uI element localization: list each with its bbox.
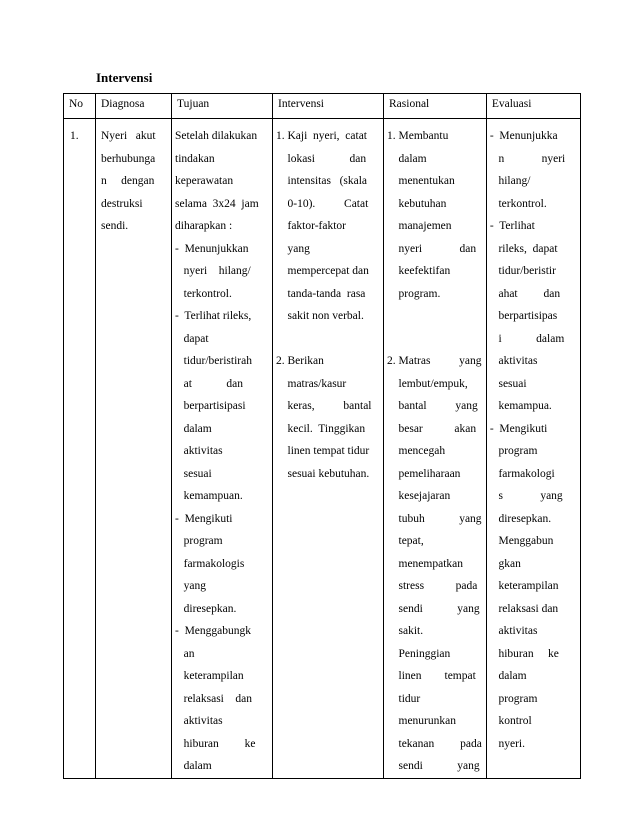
cell-line: tepat, <box>387 535 424 547</box>
cell-line: hilang/ <box>489 175 531 187</box>
cell-line: aktivitas <box>489 355 538 367</box>
cell-line: besar akan <box>387 422 477 435</box>
cell-line: rileks, dapat <box>489 242 558 255</box>
cell-line: at dan <box>175 377 244 390</box>
cell-line: ahat dan <box>489 287 561 300</box>
cell-line: relaksasi dan <box>175 692 252 705</box>
cell-line: kecil. Tinggikan <box>276 422 366 435</box>
cell-line: n dengan <box>101 175 155 187</box>
header-intervensi: Intervensi <box>273 94 384 119</box>
cell-line: i dalam <box>489 332 565 345</box>
cell-line: program <box>489 692 538 705</box>
cell-line: manajemen <box>387 220 452 232</box>
cell-line: program. <box>387 287 441 300</box>
cell-line: mempercepat dan <box>276 265 369 277</box>
cell-line: keperawatan <box>175 175 234 187</box>
cell-line: - Terlihat <box>489 220 535 232</box>
cell-line: farmakologi <box>489 467 555 480</box>
cell-line: tekanan pada <box>387 737 482 750</box>
cell-line: 2. Berikan <box>276 355 324 367</box>
section-title: Intervensi <box>96 70 153 85</box>
cell-line: faktor-faktor <box>276 220 347 232</box>
cell-line: diharapkan : <box>175 220 233 232</box>
cell-line: program <box>489 445 538 457</box>
cell-line: - Mengikuti <box>489 422 548 435</box>
cell-line: menurunkan <box>387 715 456 727</box>
cell-line: tidur/beristir <box>489 265 556 277</box>
intervention-table <box>63 93 581 779</box>
header-evaluasi: Evaluasi <box>486 94 580 119</box>
cell-evaluasi <box>486 119 580 779</box>
cell-line: tidur <box>387 692 421 705</box>
cell-line: kemampua. <box>489 400 552 412</box>
cell-line: - Menunjukka <box>489 130 558 142</box>
cell-line: mencegah <box>387 445 446 457</box>
cell-line: terkontrol. <box>489 197 547 210</box>
cell-line: diresepkan. <box>175 602 237 615</box>
cell-line <box>384 305 486 328</box>
cell-line: dalam <box>175 422 212 435</box>
cell-line: an <box>175 647 195 660</box>
cell-line: stress pada <box>387 580 478 592</box>
cell-line: relaksasi dan <box>489 602 559 615</box>
cell-line: keras, bantal <box>276 400 372 412</box>
cell-line: nyeri. <box>489 737 525 750</box>
cell-line: dalam <box>489 670 527 682</box>
cell-line: berhubunga <box>101 152 156 165</box>
cell-line: aktivitas <box>489 625 538 637</box>
cell-line: s yang <box>489 490 563 502</box>
cell-line: sesuai kebutuhan. <box>276 467 370 480</box>
cell-line: menempatkan <box>387 557 464 570</box>
cell-line: diresepkan. <box>489 512 552 525</box>
cell-line: sendi yang <box>387 602 480 615</box>
cell-line: tindakan <box>175 152 215 165</box>
cell-line: dalam <box>387 152 427 165</box>
cell-line: - Mengikuti <box>175 512 233 525</box>
cell-line: farmakologis <box>175 557 245 570</box>
cell-line: lokasi dan <box>276 152 367 165</box>
cell-line: terkontrol. <box>175 287 232 300</box>
header-row <box>64 94 581 119</box>
cell-line: kontrol <box>489 715 532 727</box>
cell-line: - Menggabungk <box>175 625 252 637</box>
cell-line: linen tempat <box>387 670 476 682</box>
cell-line: n nyeri <box>489 152 566 165</box>
cell-line: keterampilan <box>489 580 559 592</box>
cell-line: lembut/empuk, <box>387 377 468 390</box>
cell-line: menentukan <box>387 175 455 187</box>
cell-line: - Terlihat rileks, <box>175 310 252 322</box>
cell-line: bantal yang <box>387 400 478 412</box>
cell-line: aktivitas <box>175 445 223 457</box>
cell-line: kebutuhan <box>387 197 447 210</box>
cell-line: 2. Matras yang <box>387 355 482 367</box>
cell-line: sendi. <box>101 220 129 232</box>
cell-diagnosa <box>96 119 172 779</box>
cell-line: kemampuan. <box>175 490 243 502</box>
cell-line: dapat <box>175 332 209 345</box>
cell-line: pemeliharaan <box>387 467 461 480</box>
cell-line: kesejajaran <box>387 490 451 502</box>
cell-intervensi <box>273 119 384 779</box>
cell-line <box>384 328 486 351</box>
cell-line: yang <box>276 242 310 255</box>
cell-line: tanda-tanda rasa <box>276 287 366 300</box>
cell-line: Nyeri akut <box>101 130 156 142</box>
table-row <box>64 119 581 779</box>
cell-line: Peninggian <box>387 647 451 660</box>
cell-line: sakit. <box>387 625 424 637</box>
cell-line: program <box>175 535 223 547</box>
header-rasional: Rasional <box>384 94 487 119</box>
cell-rasional <box>384 119 487 779</box>
cell-line: sesuai <box>175 467 212 480</box>
header-no: No <box>64 94 96 119</box>
cell-line: selama 3x24 jam <box>175 197 259 210</box>
cell-tujuan <box>172 119 273 779</box>
cell-line: 0-10). Catat <box>276 197 369 210</box>
header-tujuan: Tujuan <box>172 94 273 119</box>
cell-line: tubuh yang <box>387 512 482 525</box>
cell-line: gkan <box>489 557 521 570</box>
cell-line: Setelah dilakukan <box>175 130 258 142</box>
cell-line: tidur/beristirah <box>175 355 252 367</box>
cell-line: berpartisipas <box>489 310 558 322</box>
header-diagnosa: Diagnosa <box>96 94 172 119</box>
cell-line: sakit non verbal. <box>276 310 364 322</box>
cell-line: 1. Membantu <box>387 130 449 142</box>
cell-line: yang <box>175 580 206 592</box>
cell-line: matras/kasur <box>276 377 347 390</box>
cell-line: destruksi <box>101 197 143 210</box>
cell-line <box>273 328 383 351</box>
cell-line: keterampilan <box>175 670 244 682</box>
cell-line: keefektifan <box>387 265 451 277</box>
cell-line: dalam <box>175 760 212 772</box>
cell-line: hiburan ke <box>489 647 559 660</box>
cell-no <box>64 119 96 779</box>
cell-line: sesuai <box>489 377 527 390</box>
cell-line: linen tempat tidur <box>276 445 370 457</box>
cell-line: hiburan ke <box>175 737 256 750</box>
cell-line: berpartisipasi <box>175 400 246 412</box>
cell-line: intensitas (skala <box>276 175 368 187</box>
cell-line: sendi yang <box>387 760 480 772</box>
cell-line: aktivitas <box>175 715 223 727</box>
cell-line: nyeri hilang/ <box>175 265 251 277</box>
cell-line: Menggabun <box>489 535 554 547</box>
cell-line: nyeri dan <box>387 242 477 255</box>
cell-line: - Menunjukkan <box>175 242 249 255</box>
cell-line: 1. <box>70 130 79 142</box>
cell-line: 1. Kaji nyeri, catat <box>276 130 368 142</box>
